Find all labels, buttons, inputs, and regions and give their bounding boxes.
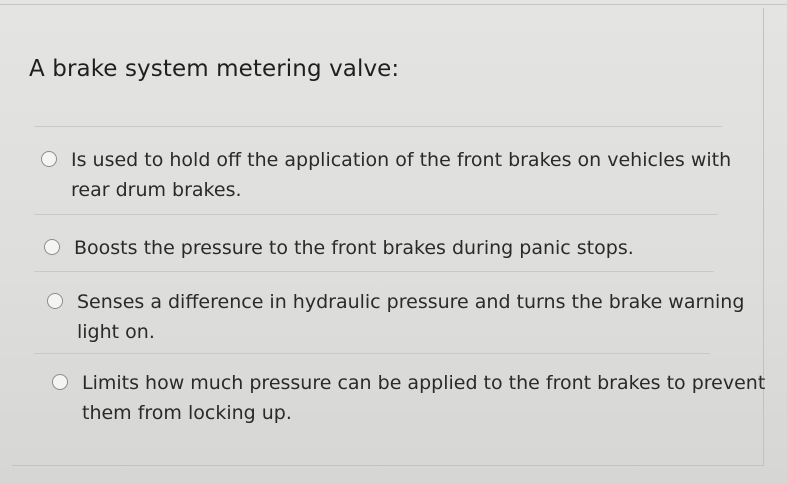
option-text-line: Senses a difference in hydraulic pressure and turns the brake warning <box>77 291 745 313</box>
option-text-line: them from locking up. <box>82 402 292 424</box>
radio-button[interactable] <box>47 293 63 309</box>
radio-button[interactable] <box>52 374 68 390</box>
option-text-line: rear drum brakes. <box>71 179 242 201</box>
option-text-line: Limits how much pressure can be applied to the front brakes to prevent <box>82 372 766 394</box>
divider <box>34 271 714 272</box>
option-text-line: light on. <box>77 321 155 343</box>
divider <box>34 353 710 354</box>
option-text-line: Boosts the pressure to the front brakes during panic stops. <box>74 237 634 259</box>
top-divider <box>0 4 787 5</box>
divider <box>34 214 718 215</box>
answer-option-3[interactable] <box>47 287 744 347</box>
radio-button[interactable] <box>44 239 60 255</box>
radio-button[interactable] <box>41 151 57 167</box>
divider <box>34 126 722 127</box>
answer-option-4[interactable] <box>52 368 765 428</box>
option-text-line: Is used to hold off the application of the front brakes on vehicles with <box>71 149 732 171</box>
answer-option-1[interactable] <box>41 145 731 205</box>
answer-option-2[interactable] <box>44 233 634 263</box>
question-prompt: A brake system metering valve: <box>29 56 400 82</box>
